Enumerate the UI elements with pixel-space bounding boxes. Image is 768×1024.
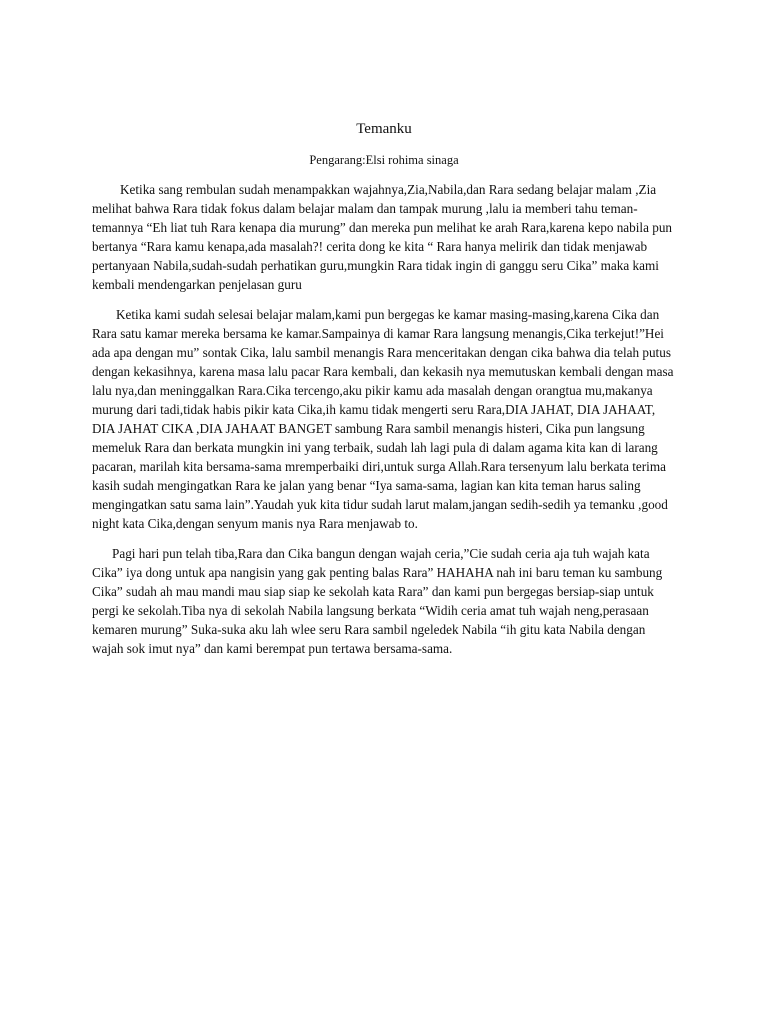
paragraph-1: Ketika sang rembulan sudah menampakkan wajahnya,Zia,Nabila,dan Rara sedang belajar malam ,Zia melihat bahwa Rara tidak fokus dalam belajar malam dan tampak murung ,lalu ia memberi tahu teman-temannya “Eh liat tuh Rara kenapa dia murung” dan mereka pun melihat ke arah Rara,karena kepo nabila pun bertanya “Rara kamu kenapa,ada masalah?! cerita dong ke kita “ Rara hanya melirik dan tidak menjawab pertanyaan Nabila,sudah-sudah perhatikan guru,mungkin Rara tidak ingin di ganggu seru Cika” maka kami kembali mendengarkan penjelasan guru [92,182,673,292]
paragraph-2: Ketika kami sudah selesai belajar malam,kami pun bergegas ke kamar masing-masing,karena Cika dan Rara satu kamar mereka bersama ke kamar.Sampainya di kamar Rara langsung menangis,Cika terkejut!”Hei ada apa dengan mu” sontak Cika, lalu sambil menangis Rara menceritakan dengan cika bahwa dia telah putus dengan kekasihnya, karena masa lalu pacar Rara kembali, dan kekasih nya memutuskan kembali dengan masa lalu nya,dan meninggalkan Rara.Cika tercengo,aku pikir kamu ada masalah dengan orangtua mu,makanya murung dari tadi,tidak habis pikir kata Cika,ih kamu tidak mengerti seru Rara,DIA JAHAT, DIA JAHAAT, DIA JAHAT CIKA ,DIA JAHAAT BANGET sambung Rara sambil menangis histeri, Cika pun langsung memeluk Rara dan berkata mungkin ini yang terbaik, sudah lah lagi pula di dalam agama kita kan di larang pacaran, marilah kita bersama-sama mremperbaiki diri,untuk surga Allah.Rara tersenyum lalu berkata terima kasih sudah mengingatkan Rara ke jalan yang benar “Iya sama-sama, lagian kan kita teman harus saling mengingatkan satu sama lain”.Yaudah yuk kita tidur sudah larut malam,jangan sedih-sedih ya temanku ,good night kata Cika,dengan senyum manis nya Rara menjawab to. [92,307,674,531]
story-title: Temanku [356,121,412,137]
story-body [92,180,680,669]
paragraph-3: Pagi hari pun telah tiba,Rara dan Cika bangun dengan wajah ceria,”Cie sudah ceria aja tuh wajah kata Cika” iya dong untuk apa nangisin yang gak penting balas Rara” HAHAHA nah ini baru teman ku sambung Cika” sudah ah mau mandi mau siap siap ke sekolah kata Rara” dan kami pun bergegas bersiap-siap untuk pergi ke sekolah.Tiba nya di sekolah Nabila langsung berkata “Widih ceria amat tuh wajah neng,perasaan kemaren murung” Suka-suka aku lah wlee seru Rara sambil ngeledek Nabila “ih gitu kata Nabila dengan wajah sok imut nya” dan kami berempat pun tertawa bersama-sama. [92,546,663,656]
author-line: Pengarang:Elsi rohima sinaga [309,153,459,167]
